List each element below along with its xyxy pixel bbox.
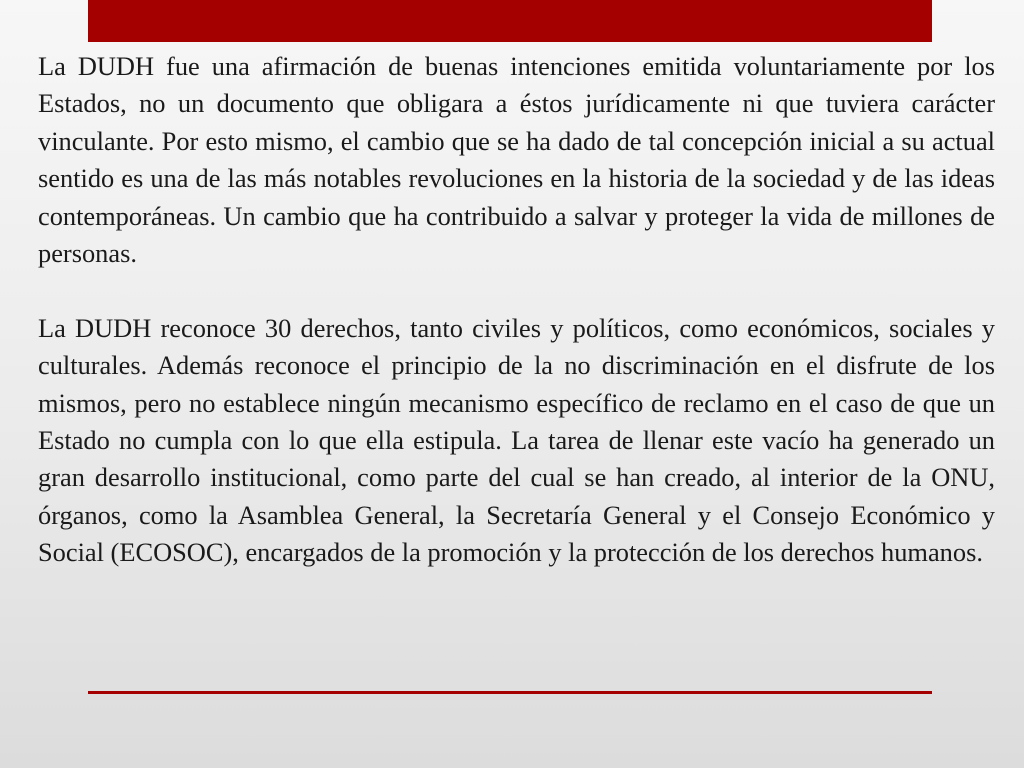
paragraph-dudh-rights: La DUDH reconoce 30 derechos, tanto civiles y políticos, como económicos, sociales y culturales. Además reconoce el principio de la no discriminación en el disfrute de los mismos, pero no establece ningún mecanismo específico de reclamo en el caso de que un Estado no cumpla con lo que ella estipula. La tarea de llenar este vacío ha generado un gran desarrollo institucional, como parte del cual se han creado, al interior de la ONU, órganos, como la Asamblea General, la Secretaría General y el Consejo Económico y Social (ECOSOC), encargados de la promoción y la protección de los derechos humanos. [38,312,995,568]
bottom-accent-rule [88,691,932,694]
top-accent-bar [88,0,932,42]
slide-body [38,48,995,572]
paragraph-dudh-intent: La DUDH fue una afirmación de buenas intenciones emitida voluntariamente por los Estados, no un documento que obligara a éstos jurídicamente ni que tuviera carácter vinculante. Por esto mismo, el cambio que se ha dado de tal concepción inicial a su actual sentido es una de las más notables revoluciones en la historia de la sociedad y de las ideas contemporáneas. Un cambio que ha contribuido a salvar y proteger la vida de millones de personas. [38,51,995,269]
